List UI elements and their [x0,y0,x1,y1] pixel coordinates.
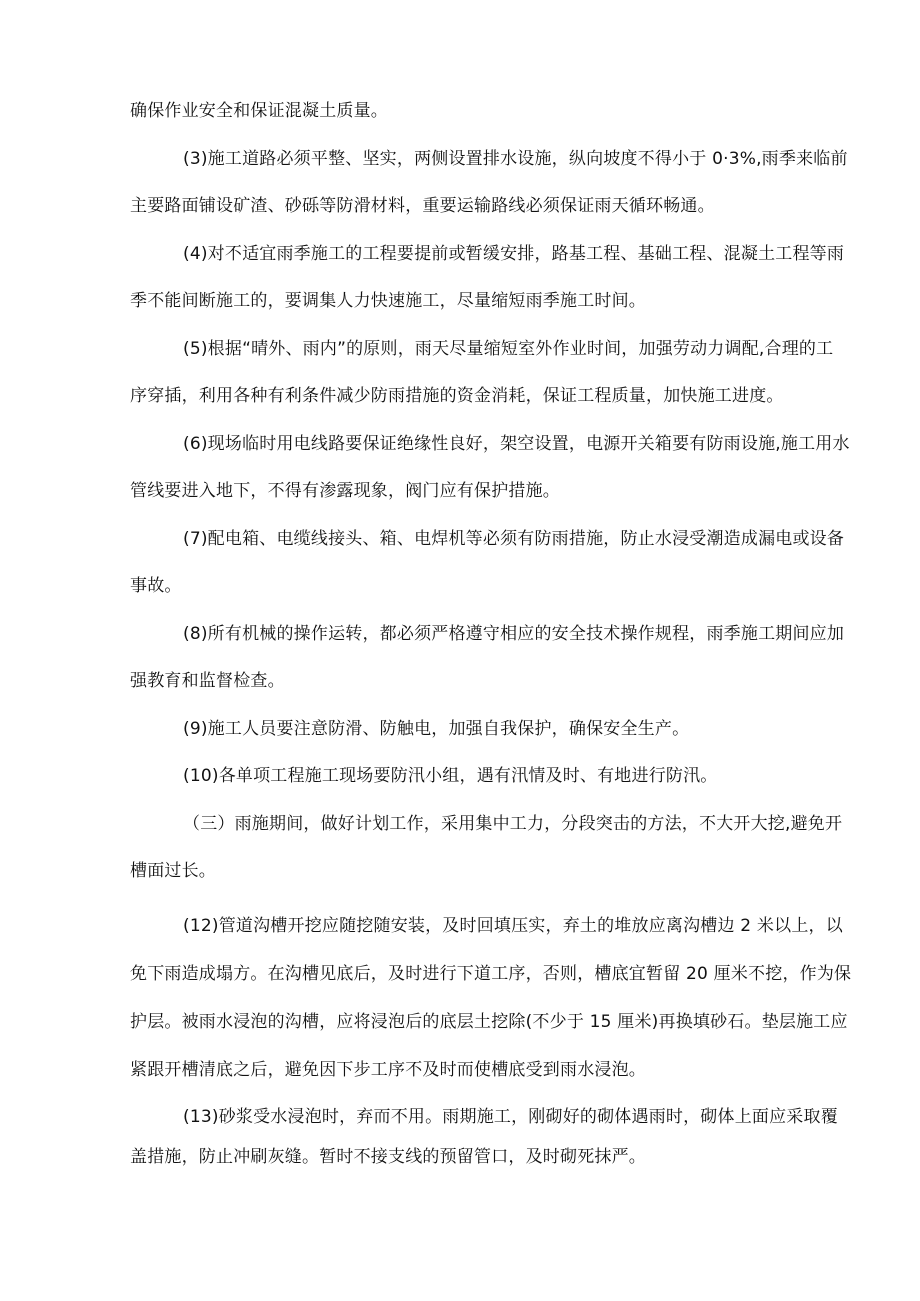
paragraph-10-line-1: (10)各单项工程施工现场要防汛小组，遇有汛情及时、有地进行防汛。 [183,766,718,786]
paragraph-6-line-1: (6)现场临时用电线路要保证绝缘性良好，架空设置，电源开关箱要有防雨设施,施工用水 [183,434,850,454]
paragraph-9-line-1: (9)施工人员要注意防滑、防触电，加强自我保护，确保安全生产。 [183,719,690,739]
paragraph-12-line-4: 紧跟开槽清底之后，避免因下步工序不及时而使槽底受到雨水浸泡。 [130,1060,646,1080]
paragraph-2-line-2: 确保作业安全和保证混凝土质量。 [130,101,388,121]
paragraph-8-line-2: 强教育和监督检查。 [130,671,285,691]
paragraph-12-line-2: 免下雨造成塌方。在沟槽见底后，及时进行下道工序，否则，槽底宜暂留 20 厘米不挖，作为保 [130,964,852,984]
paragraph-11-line-1: （三）雨施期间，做好计划工作，采用集中工力，分段突击的方法，不大开大挖,避免开 [183,814,843,834]
paragraph-7-line-2: 事故。 [130,576,182,596]
paragraph-12-line-1: (12)管道沟槽开挖应随挖随安装，及时回填压实，弃土的堆放应离沟槽边 2 米以上，以 [183,916,843,936]
paragraph-12-line-3: 护层。被雨水浸泡的沟槽，应将浸泡后的底层土挖除(不少于 15 厘米)再换填砂石。垫层施工应 [130,1012,848,1032]
paragraph-4-line-1: (4)对不适宜雨季施工的工程要提前或暂缓安排，路基工程、基础工程、混凝土工程等雨 [183,244,845,264]
paragraph-4-line-2: 季不能间断施工的，要调集人力快速施工，尽量缩短雨季施工时间。 [130,291,646,311]
paragraph-7-line-1: (7)配电箱、电缆线接头、箱、电焊机等必须有防雨措施，防止水浸受潮造成漏电或设备 [183,529,845,549]
paragraph-6-line-2: 管线要进入地下，不得有渗露现象，阀门应有保护措施。 [130,481,560,501]
paragraph-3-line-1: (3)施工道路必须平整、坚实，两侧设置排水设施，纵向坡度不得小于 0·3%,雨季来临前 [183,149,848,169]
paragraph-13-line-2: 盖措施，防止冲刷灰缝。暂时不接支线的预留管口，及时砌死抹严。 [130,1147,646,1167]
paragraph-13-line-1: (13)砂浆受水浸泡时，弃而不用。雨期施工，刚砌好的砌体遇雨时，砌体上面应采取覆 [183,1107,838,1127]
paragraph-5-line-2: 序穿插，利用各种有利条件减少防雨措施的资金消耗，保证工程质量，加快施工进度。 [130,386,784,406]
paragraph-3-line-2: 主要路面铺设矿渣、砂砾等防滑材料，重要运输路线必须保证雨天循环畅通。 [130,196,715,216]
paragraph-11-line-2: 槽面过长。 [130,861,216,881]
paragraph-8-line-1: (8)所有机械的操作运转，都必须严格遵守相应的安全技术操作规程，雨季施工期间应加 [183,624,845,644]
paragraph-5-line-1: (5)根据“晴外、雨内”的原则，雨天尽量缩短室外作业时间，加强劳动力调配,合理的工 [183,339,834,359]
